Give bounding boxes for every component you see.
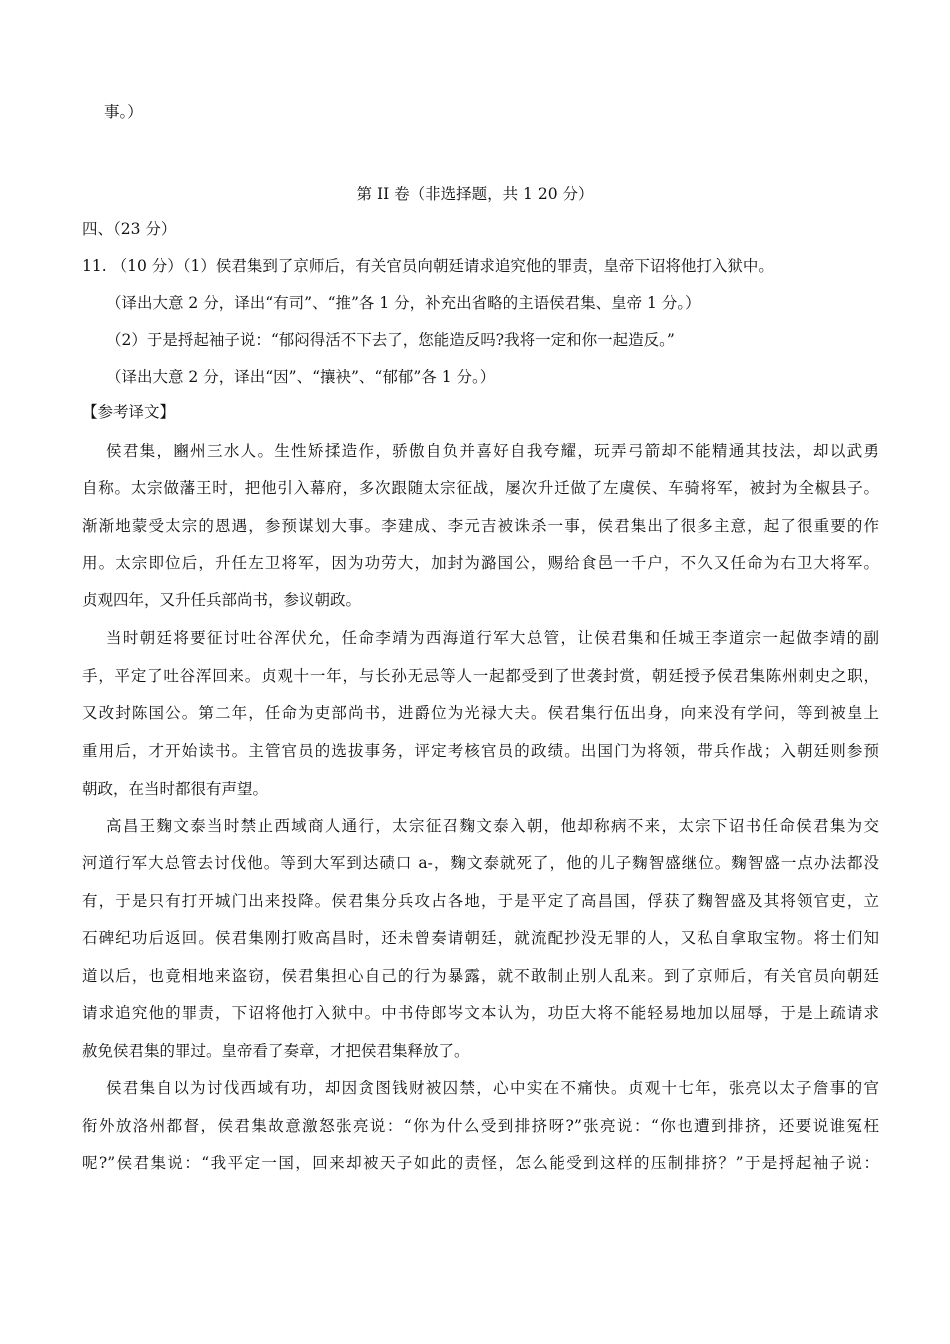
paragraph-3-line: 道以后，也竟相地来盗窃，侯君集担心自己的行为暴露，就不敢制止别人乱来。到了京师后，有关官员向朝廷: [82, 967, 879, 985]
paragraph-1-line: 自称。太宗做藩王时，把他引入幕府，多次跟随太宗征战，屡次升迁做了左虞侯、车骑将军，被封为全椒县子。: [82, 479, 879, 497]
continuation-line: 事。）: [104, 103, 143, 121]
question-11-answer-2: （2）于是捋起袖子说：“郁闷得活不下去了，您能造反吗?我将一定和你一起造反。”: [106, 331, 675, 349]
paragraph-2-line: 重用后，才开始读书。主管官员的选拔事务，评定考核官员的政绩。出国门为将领，带兵作战；入朝廷则参预: [82, 742, 879, 760]
paragraph-4-line: 衔外放洛州都督，侯君集故意激怒张亮说：“你为什么受到排挤呀?”张亮说：“你也遭到排挤，还要说谁冤枉: [82, 1117, 879, 1135]
paragraph-2-line: 朝政，在当时都很有声望。: [82, 780, 269, 798]
paragraph-3-line: 有，于是只有打开城门出来投降。侯君集分兵攻占各地，于是平定了高昌国，俘获了麴智盛及其将领官吏，立: [82, 892, 879, 910]
paragraph-4-line: 侯君集自以为讨伐西域有功，却因贪图钱财被囚禁，心中实在不痛快。贞观十七年，张亮以太子詹事的官: [106, 1079, 879, 1097]
paragraph-1-line: 贞观四年，又升任兵部尚书，参议朝政。: [82, 591, 362, 609]
paragraph-3-line: 河道行军大总管去讨伐他。等到大军到达碛口 a-，麴文泰就死了，他的儿子麴智盛继位。麴智盛一点办法都没: [82, 854, 879, 872]
paragraph-2-line: 当时朝廷将要征讨吐谷浑伏允，任命李靖为西海道行军大总管，让侯君集和任城王李道宗一起做李靖的副: [106, 629, 879, 647]
paragraph-1-line: 侯君集，豳州三水人。生性矫揉造作，骄傲自负并喜好自我夸耀，玩弄弓箭却不能精通其技法，却以武勇: [106, 442, 879, 460]
question-11-answer-1: 11. （10 分）（1）侯君集到了京师后，有关官员向朝廷请求追究他的罪责，皇帝下诏将他打入狱中。: [82, 257, 774, 275]
paragraph-2-line: 又改封陈国公。第二年，任命为吏部尚书，进爵位为光禄大夫。侯君集行伍出身，向来没有学问，等到被皇上: [82, 704, 879, 722]
scoring-note-2: （译出大意 2 分，译出“因”、“攘袂”、“郁郁”各 1 分。）: [106, 368, 496, 386]
paragraph-3-line: 赦免侯君集的罪过。皇帝看了奏章，才把侯君集释放了。: [82, 1042, 470, 1060]
section-title: 第 II 卷（非选择题，共 1 20 分）: [356, 185, 594, 203]
reference-translation-heading: 【参考译文】: [82, 403, 176, 421]
paragraph-3-line: 请求追究他的罪责，下诏将他打入狱中。中书侍郎岑文本认为，功臣大将不能轻易地加以屈辱，于是上疏请求: [82, 1004, 879, 1022]
paragraph-3-line: 高昌王麴文泰当时禁止西域商人通行，太宗征召麴文泰入朝，他却称病不来，太宗下诏书任命侯君集为交: [106, 817, 879, 835]
paragraph-2-line: 手，平定了吐谷浑回来。贞观十一年，与长孙无忌等人一起都受到了世袭封赏，朝廷授予侯君集陈州刺史之职，: [82, 667, 879, 685]
scoring-note-1: （译出大意 2 分，译出“有司”、“推”各 1 分，补充出省略的主语侯君集、皇帝 1 分。）: [106, 294, 701, 312]
paragraph-3-line: 石碑纪功后返回。侯君集刚打败高昌时，还未曾奏请朝廷，就流配抄没无罪的人，又私自拿取宝物。将士们知: [82, 929, 879, 947]
part-heading: 四、（23 分）: [82, 220, 177, 238]
paragraph-1-line: 用。太宗即位后，升任左卫将军，因为功劳大，加封为潞国公，赐给食邑一千户，不久又任命为右卫大将军。: [82, 554, 879, 572]
paragraph-1-line: 渐渐地蒙受太宗的恩遇，参预谋划大事。李建成、李元吉被诛杀一事，侯君集出了很多主意，起了很重要的作: [82, 517, 879, 535]
paragraph-4-line: 呢?”侯君集说：“我平定一国，回来却被天子如此的责怪，怎么能受到这样的压制排挤？”于是捋起袖子说：: [82, 1154, 879, 1172]
